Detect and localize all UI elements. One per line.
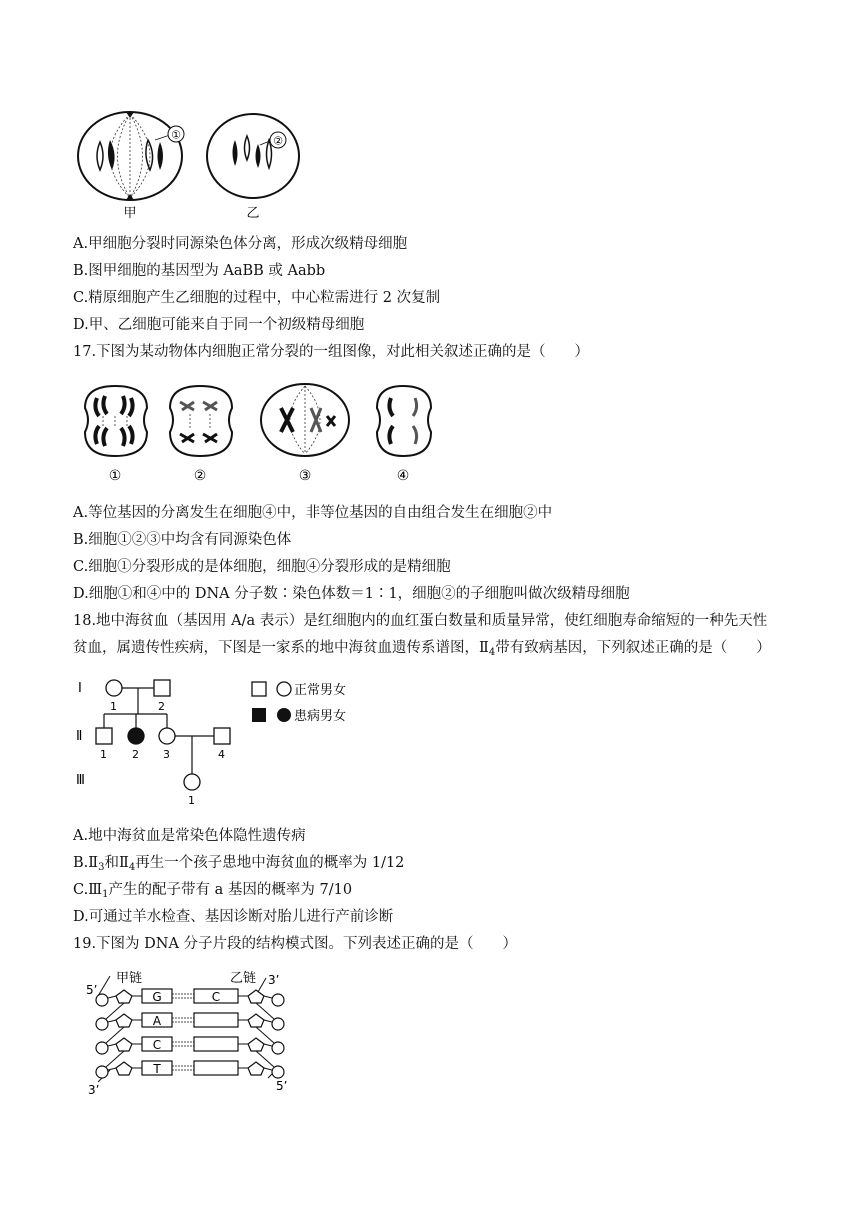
svg-text:3: 3: [163, 748, 170, 761]
gen-label-II: Ⅱ: [76, 729, 83, 744]
base-left: G: [152, 990, 162, 1004]
svg-text:4: 4: [218, 748, 225, 761]
base-right: C: [211, 990, 221, 1004]
svg-text:5’: 5’: [276, 1079, 288, 1093]
q16-option-b: B.图甲细胞的基因型为 AaBB 或 Aabb: [73, 263, 326, 279]
q16-option-a: A.甲细胞分裂时同源染色体分离，形成次级精母细胞: [73, 236, 408, 252]
cell-1: [85, 386, 147, 456]
base-left: A: [152, 1014, 162, 1028]
gen-label-I: Ⅰ: [78, 681, 82, 696]
figure-17-cells: [75, 378, 455, 488]
gen-label-III: Ⅲ: [76, 773, 85, 788]
chain-right-label: 乙链: [230, 971, 257, 986]
fig17-label-4: ④: [396, 468, 410, 484]
cell-4: [377, 386, 431, 456]
fig16-label-yi: 乙: [246, 206, 260, 221]
dna-base-pair-row: [96, 1061, 284, 1078]
cell-yi: [207, 114, 299, 198]
q16-option-d: D.甲、乙细胞可能来自于同一个初级精母细胞: [73, 317, 365, 333]
fig16-label-jia: 甲: [123, 206, 137, 221]
q19-stem: 19.下图为 DNA 分子片段的结构模式图。下列表述正确的是（ ）: [73, 936, 518, 952]
base-left: C: [152, 1038, 162, 1052]
fig17-label-1: ①: [108, 468, 122, 484]
dna-structure-figure: [80, 966, 310, 1098]
cell-2: [170, 386, 232, 456]
chain-left-label: 甲链: [116, 971, 143, 986]
fig17-label-3: ③: [298, 468, 312, 484]
legend-normal: 正常男女: [294, 683, 347, 698]
q17-stem: 17.下图为某动物体内细胞正常分裂的一组图像，对此相关叙述正确的是（ ）: [73, 344, 590, 360]
q18-stem-line1: 18.地中海贫血（基因用 A/a 表示）是红细胞内的血红蛋白数量和质量异常，使红细胞寿命缩短的一种先天性: [73, 613, 768, 629]
q17-option-b: B.细胞①②③中均含有同源染色体: [73, 532, 292, 548]
svg-text:5’: 5’: [86, 983, 98, 997]
base-left: T: [153, 1062, 161, 1076]
figure-16-cells: [70, 100, 310, 222]
svg-text:2: 2: [132, 748, 139, 761]
q18-option-b: $B.Ⅱ_3$和$Ⅱ_4$再生一个孩子患地中海贫血的概率为 1/12: [73, 855, 405, 873]
q17-option-c: C.细胞①分裂形成的是体细胞，细胞④分裂形成的是精细胞: [73, 559, 451, 575]
q18-option-d: D.可通过羊水检查、基因诊断对胎儿进行产前诊断: [73, 909, 394, 925]
q16-option-c: C.精原细胞产生乙细胞的过程中，中心粒需进行 2 次复制: [73, 290, 441, 306]
fig16-marker-1: ①: [171, 128, 181, 142]
q17-option-d: D.细胞①和④中的 DNA 分子数∶染色体数＝1∶1，细胞②的子细胞叫做次级精母细胞: [73, 586, 630, 602]
svg-text:1: 1: [188, 794, 195, 807]
q18-option-a: A.地中海贫血是常染色体隐性遗传病: [73, 828, 306, 844]
svg-text:3’: 3’: [268, 973, 280, 987]
pedigree-chart: [70, 672, 370, 812]
q18-stem-line2: 贫血，属遗传性疾病，下图是一家系的地中海贫血遗传系谱图，$Ⅱ_4$带有致病基因，下列叙述正确的是（ ）: [73, 640, 771, 658]
q17-option-a: A.等位基因的分离发生在细胞④中，非等位基因的自由组合发生在细胞②中: [73, 505, 553, 521]
fig17-label-2: ②: [193, 468, 207, 484]
cell-jia: [78, 112, 184, 200]
q18-option-c: $C.Ⅲ_1$产生的配子带有 a 基因的概率为 7/10: [73, 882, 353, 900]
cell-3: [261, 384, 349, 456]
svg-text:1: 1: [110, 700, 117, 713]
legend-affected: 患病男女: [294, 709, 347, 724]
svg-text:3’: 3’: [88, 1083, 100, 1097]
svg-text:1: 1: [100, 748, 107, 761]
fig16-marker-2: ②: [273, 134, 283, 148]
svg-text:2: 2: [158, 700, 165, 713]
